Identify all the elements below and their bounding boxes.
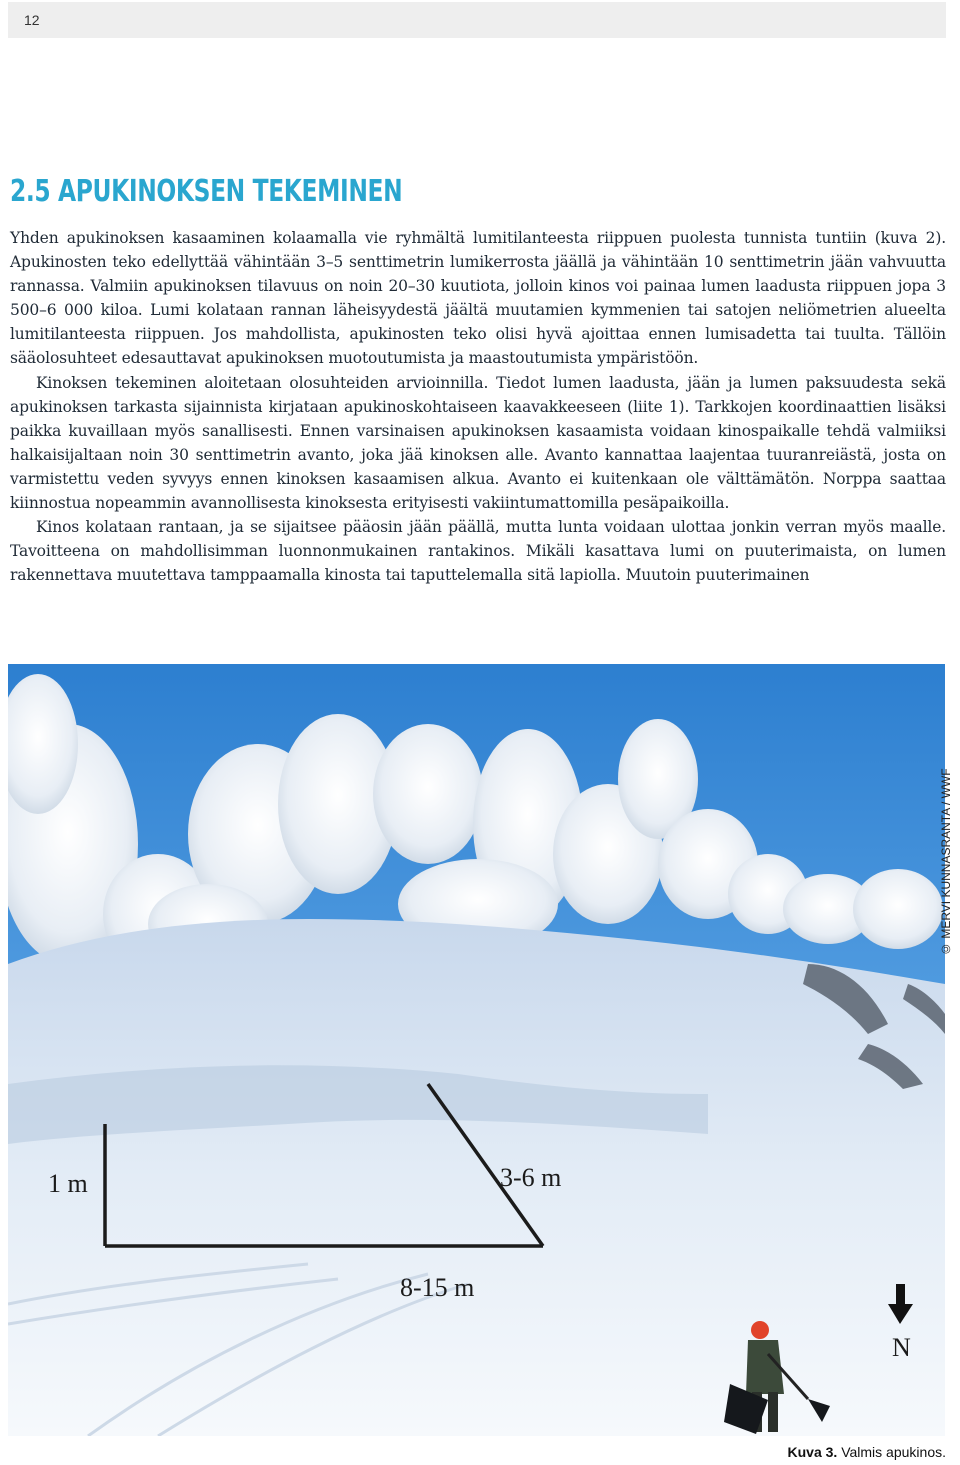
section-heading: 2.5 APUKINOKSEN TEKEMINEN — [10, 174, 403, 209]
snow-hill — [8, 919, 945, 1436]
paragraph: Kinoksen tekeminen aloitetaan olosuhteiden arvioinnilla. Tiedot lumen laadusta, jään ja lumen paksuudesta sekä apukinoksen tarkasta sijainnista kirjataan apukinoskohtaiseen kaavakkeeseen (liite 1). Tarkkojen koordinaattien lisäksi paikka kuvaillaan myös sanallisesti. Ennen varsinaisen apukinoksen kasaamista voidaan kinospaikalle tehdä valmiiksi halkaisijaltaan noin 30 senttimetrin avanto, joka jää kinoksen alle. Avanto kannattaa laajentaa tuuranreiästä, josta on varmistettu veden syvyys ennen kinoksen kasaamisen alkua. Avanto ei kuitenkaan ole välttämätön. Norppa saattaa kiinnostua nopeammin avannollisesta kinoksesta erityisesti vakiintumattomilla pesäpaikoilla. — [10, 373, 946, 513]
north-label: N — [892, 1333, 911, 1362]
paragraph: Kinos kolataan rantaan, ja se sijaitsee pääosin jään päällä, mutta lunta voidaan ulottaa jonkin verran myös maalle. Tavoitteena on mahdollisimman luonnonmukainen rantakinos. Mikäli kasattava lumi on puuterimaista, on lumen rakennettava muutettava tamppaamalla kinosta tai taputtelemalla sitä lapiolla. Muutoin puuterimainen — [10, 518, 946, 585]
snowdrift-photo — [8, 664, 945, 1436]
caption-text: Valmis apukinos. — [837, 1444, 946, 1460]
height-label: 1 m — [48, 1169, 88, 1198]
photo-credit-wrap — [937, 666, 957, 966]
slope-label: 3-6 m — [500, 1163, 562, 1192]
header-bar — [8, 2, 946, 38]
paragraph: Yhden apukinoksen kasaaminen kolaamalla vie ryhmältä lumitilanteesta riippuen puolesta tunnista tuntiin (kuva 2). Apukinosten teko edellyttää vähintään 3–5 senttimetrin lumikerrosta jäällä ja vähintään 10 senttimetrin jään vahvuutta rannassa. Valmiin apukinoksen tilavuus on noin 20–30 kuutiota, jolloin kinos voi painaa lumen laadusta riippuen jopa 3 500–6 000 kiloa. Lumi kolataan rannan läheisyydestä jäältä muutamien kymmenien tai satojen neliömetrien alueelta lumitilanteesta riippuen. Jos mahdollista, apukinosten teko olisi hyvä ajoittaa ennen lumisadetta tai tuulta. Tällöin sääolosuhteet edesauttavat apukinoksen muotoutumista ja maastoutumista ympäristöön. — [10, 229, 946, 368]
page-number: 12 — [24, 12, 40, 28]
base-label: 8-15 m — [400, 1273, 475, 1302]
photo-credit: © MERVI KUNNASRANTA / WWF — [939, 768, 953, 956]
figure-caption — [788, 1444, 947, 1460]
body-text — [10, 226, 946, 587]
caption-prefix: Kuva 3. — [787, 1444, 838, 1460]
